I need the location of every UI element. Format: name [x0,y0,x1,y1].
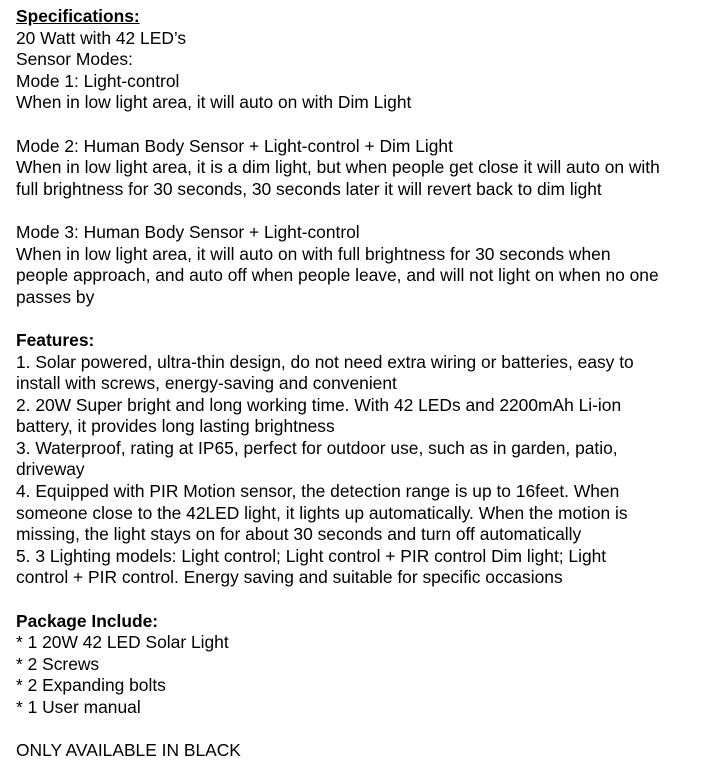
sensor-modes-label: Sensor Modes: [16,49,133,70]
features-heading: Features: [16,329,95,350]
feature-item-line: 5. 3 Lighting models: Light control; Light control + PIR control Dim light; Light [16,545,607,566]
feature-item-line: 4. Equipped with PIR Motion sensor, the detection range is up to 16feet. When [16,481,620,502]
feature-item-line: 2. 20W Super bright and long working time. With 42 LEDs and 2200mAh Li-ion [16,394,622,415]
mode-3-title: Mode 3: Human Body Sensor + Light-control [16,221,360,242]
mode-2-title: Mode 2: Human Body Sensor + Light-control + Dim Light [16,135,453,156]
package-item: * 2 Screws [16,653,100,674]
mode-2-desc-line: full brightness for 30 seconds, 30 seconds later it will revert back to dim light [16,178,602,199]
feature-item-line: control + PIR control. Energy saving and suitable for specific occasions [16,567,563,588]
mode-3-desc-line: people approach, and auto off when people leave, and will not light on when no one [16,265,659,286]
spacer [16,308,716,330]
specifications-heading: Specifications: [16,6,140,26]
spacer [16,589,716,611]
mode-3-desc-line: passes by [16,286,95,307]
feature-item-line: missing, the light stays on for about 30 seconds and turn off automatically [16,524,582,545]
mode-3-desc-line: When in low light area, it will auto on with full brightness for 30 seconds when [16,243,611,264]
product-description [16,6,716,762]
package-item: * 1 20W 42 LED Solar Light [16,632,229,653]
feature-item-line: battery, it provides long lasting brightness [16,416,335,437]
feature-item-line: 3. Waterproof, rating at IP65, perfect for outdoor use, such as in garden, patio, [16,437,618,458]
availability-note: ONLY AVAILABLE IN BLACK [16,740,241,761]
spacer [16,719,716,741]
feature-item-line: driveway [16,459,85,480]
package-item: * 2 Expanding bolts [16,675,166,696]
mode-1-desc-line: When in low light area, it will auto on with Dim Light [16,92,412,113]
power-spec: 20 Watt with 42 LED’s [16,27,187,48]
mode-1-title: Mode 1: Light-control [16,70,180,91]
spacer [16,114,716,136]
spacer [16,200,716,222]
mode-2-desc-line: When in low light area, it is a dim light, but when people get close it will auto on with [16,157,660,178]
package-heading: Package Include: [16,610,159,631]
feature-item-line: install with screws, energy-saving and convenient [16,373,397,394]
package-item: * 1 User manual [16,697,141,717]
feature-item-line: 1. Solar powered, ultra-thin design, do not need extra wiring or batteries, easy to [16,351,634,372]
feature-item-line: someone close to the 42LED light, it lights up automatically. When the motion is [16,502,628,523]
